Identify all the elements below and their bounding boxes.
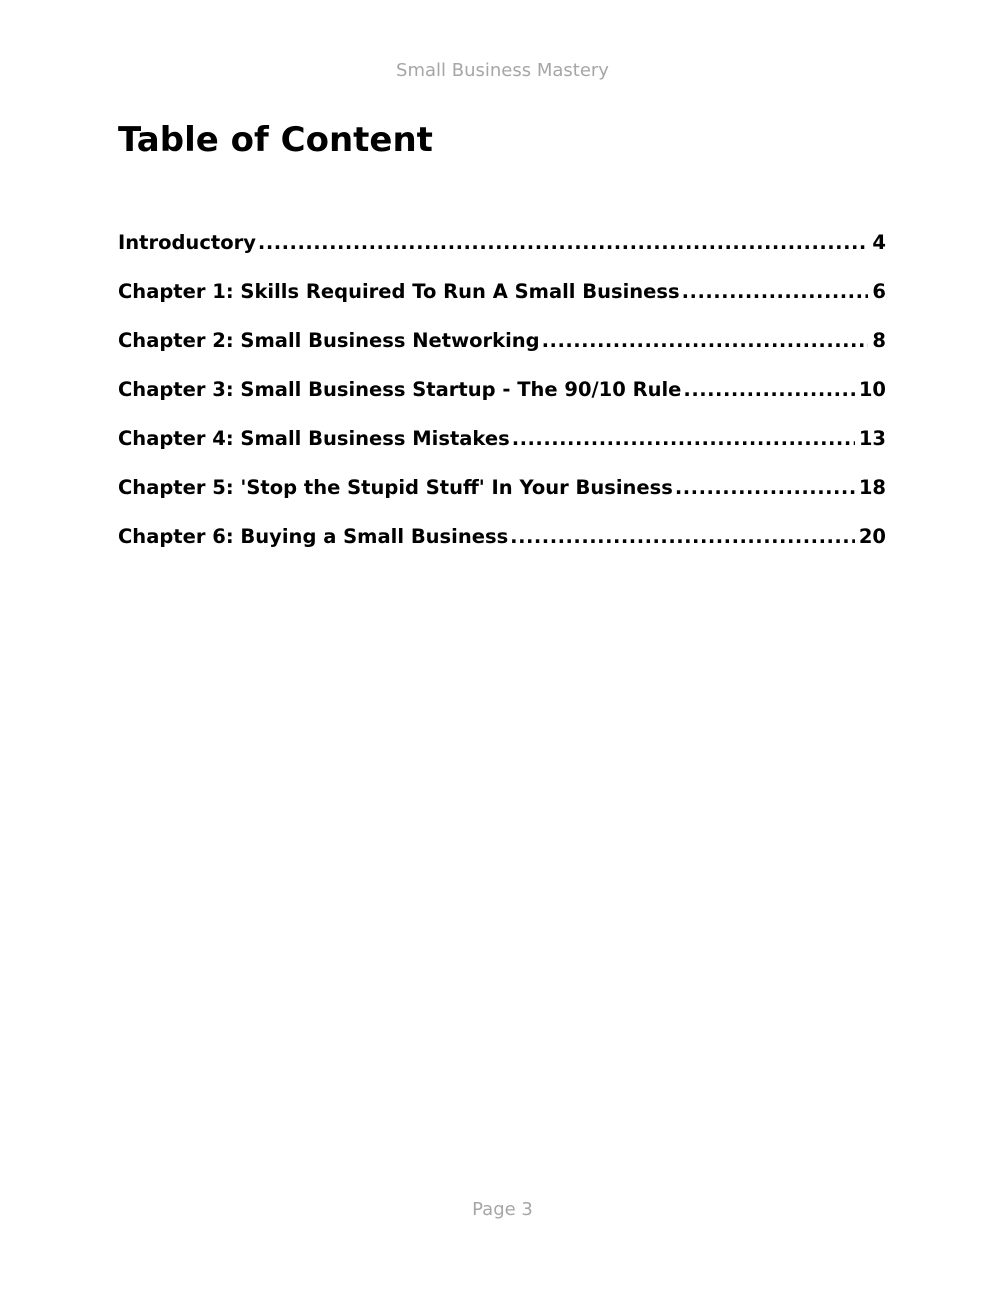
toc-entry-chapter-4[interactable] [118,425,886,474]
toc-entry-page-number: 20 [858,525,886,548]
toc-entry-page-number: 18 [858,476,886,499]
dot-leader [675,474,855,502]
dot-leader [512,425,855,453]
toc-entry-label: Chapter 1: Skills Required To Run A Small Business [118,280,680,303]
page-title: Table of Content [118,120,433,160]
toc-entry-introductory[interactable] [118,229,886,278]
toc-entry-page-number: 6 [872,280,886,303]
toc-entry-page-number: 4 [872,231,886,254]
toc-entry-page-number: 13 [858,427,886,450]
dot-leader [682,278,869,306]
toc-entry-chapter-1[interactable] [118,278,886,327]
toc-entry-label: Introductory [118,231,256,254]
toc-entry-label: Chapter 3: Small Business Startup - The 90/10 Rule [118,378,682,401]
toc-entry-label: Chapter 6: Buying a Small Business [118,525,509,548]
toc-entry-chapter-2[interactable] [118,327,886,376]
toc-entry-label: Chapter 2: Small Business Networking [118,329,540,352]
dot-leader [683,376,854,404]
dot-leader [510,523,855,551]
running-header: Small Business Mastery [396,60,609,81]
toc-entry-chapter-3[interactable] [118,376,886,425]
toc-list [118,229,886,572]
dot-leader [258,229,869,257]
toc-entry-label: Chapter 5: 'Stop the Stupid Stuff' In Your Business [118,476,673,499]
toc-entry-label: Chapter 4: Small Business Mistakes [118,427,510,450]
toc-entry-page-number: 8 [872,329,886,352]
dot-leader [542,327,869,355]
toc-entry-chapter-6[interactable] [118,523,886,572]
toc-entry-chapter-5[interactable] [118,474,886,523]
page-number-footer: Page 3 [472,1199,533,1220]
toc-entry-page-number: 10 [858,378,886,401]
